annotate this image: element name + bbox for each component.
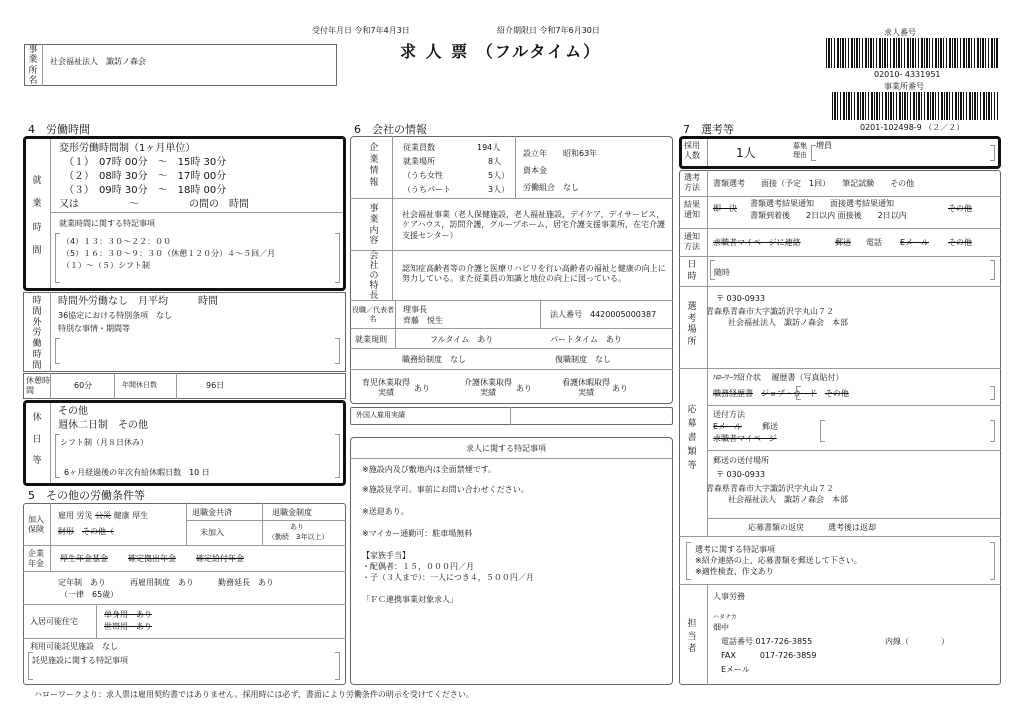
holiday-note: シフト制（月８日休み）	[60, 438, 148, 447]
mail-address: 青森県青森市大字諏訪沢字丸山７２	[706, 484, 834, 493]
selection-notes-label: 選考に関する特記事項	[695, 545, 775, 554]
representative-title: 理事長	[403, 305, 427, 314]
documents-required: ﾊﾛｰﾜｰｸ紹介状 履歴書（写真貼付）	[713, 373, 844, 382]
housing-single: 単身用 あり	[104, 610, 152, 619]
note-1: ※施設内及び敷地内は全面禁煙です。	[362, 465, 497, 474]
shift-2: （２） 08時 30分 ～ 17時 00分	[64, 171, 227, 182]
holidays-label: 休日等	[32, 413, 42, 467]
hours-special-2: （5）１６：３０～９：３０（休憩１２０分）４～５回／月	[62, 249, 276, 258]
retirement-system-label: 退職金制度	[272, 508, 312, 517]
insurance-other: その他（	[82, 527, 114, 536]
job-number: 02010- 4331951	[874, 70, 941, 79]
holiday-type: その他	[58, 406, 88, 417]
contact-name-kana: ハタナカ	[713, 614, 737, 621]
note-3: ※送迎あり。	[362, 507, 409, 516]
place-address-2: 社会福祉法人 諏訪ノ森会 本部	[728, 318, 848, 327]
nursing-leave-label: 看護休暇取得実績	[562, 378, 610, 397]
care-leave: あり	[516, 384, 532, 393]
hours-special-3: （１）～（５）シフト制	[62, 261, 150, 270]
selection-date: 随時	[714, 268, 730, 277]
documents-label: 応募書類等	[687, 405, 697, 471]
hiring-count-label: 採用人数	[684, 141, 700, 161]
notify-other: その他	[948, 238, 972, 247]
business-content: 社会福祉事業（老人保健施設，老人福祉施設，デイケア，デイサービス，ケアハウス，訪問介護，グループホーム，居宅介護支援事業所，在宅介護支援センター）	[402, 210, 665, 240]
employees: 194人	[477, 143, 501, 152]
paid-leave: 6ヶ月経過後の年次有給休暇日数 10 日	[64, 468, 210, 477]
section-5-title: 5 その他の労働条件等	[28, 489, 145, 502]
job-notes-title: 求人に関する特記事項	[466, 444, 546, 453]
job-number-barcode	[826, 38, 998, 68]
overtime-summary: 時間外労働なし 月平均 時間	[58, 296, 218, 307]
section-6-title: 6 会社の情報	[354, 123, 427, 136]
insurance-struck: 公災	[95, 511, 112, 520]
hiring-count: 1人	[736, 146, 756, 160]
fax-number: FAX 017-726-3859	[721, 651, 817, 660]
selection-method: 書類選考 面接（予定 1回） 筆記試験 その他	[713, 179, 915, 188]
office-name-label: 事業所名	[28, 45, 38, 87]
representative-label: 役職／代表者名	[352, 306, 394, 324]
part-label: （うちパート	[403, 185, 451, 194]
care-leave-label: 介護休業取得実績	[464, 378, 512, 397]
notify-mypage: 求職者マイページに連絡	[713, 238, 801, 247]
pension-kakutei-kyufu: 確定給付年金	[196, 554, 244, 563]
notify-mail: 郵送	[835, 238, 851, 247]
office-number: 0201-102498-9 （２／２）	[860, 123, 965, 132]
childcare-leave-label: 育児休業取得実績	[362, 378, 410, 397]
pension-kakutei-kyoshutsu: 確定拠出年金	[128, 554, 176, 563]
submission-method-label: 送付方法	[713, 410, 745, 419]
break-box	[23, 373, 346, 399]
insurance-list-2	[58, 527, 114, 537]
business-label: 事業内容	[369, 204, 379, 247]
job-number-label: 求人番号	[884, 28, 916, 37]
shift-or: 又は ～ の間の 時間	[59, 199, 249, 210]
childcare-note-label: 託児施設に関する特記事項	[32, 656, 128, 665]
document-return: 応募書類の返戻 選考後は返却	[748, 523, 876, 532]
housing-family: 世帯用 あり	[104, 622, 152, 631]
rules-fulltime: フルタイム あり	[430, 335, 494, 344]
company-info-label: 企業情報	[369, 143, 379, 189]
henkei-system: 変形労働時間制（1ヶ月単位）	[59, 143, 196, 154]
note-6: ・配偶者：１５，０００円／月	[362, 562, 474, 571]
hours-special-1: （4）１３：３０～２２：００	[62, 237, 172, 246]
features-label: 会社の特長	[369, 251, 379, 301]
capital: 資本金	[523, 166, 547, 175]
office-name: 社会福祉法人 諏訪ノ森会	[50, 57, 146, 66]
shift-1: （１） 07時 00分 ～ 15時 30分	[64, 157, 227, 168]
note-8: 「ＦＣ連携事業対象求人」	[362, 595, 458, 604]
break-time: 60分	[74, 381, 93, 390]
nursing-leave: あり	[612, 384, 628, 393]
childcare-leave: あり	[414, 384, 430, 393]
notify-phone: 電話	[866, 238, 882, 247]
contact-person-label: 担当者	[687, 619, 697, 655]
employees-label: 従業員数	[403, 143, 435, 152]
foreign-employment-label: 外国人雇用実績	[356, 411, 405, 419]
housing-label: 入居可能住宅	[30, 617, 78, 626]
workplace-label: 就業場所	[403, 157, 435, 166]
part-employees: 3人）	[488, 185, 510, 194]
place-address: 青森県青森市大字諏訪沢字丸山７２	[706, 307, 834, 316]
notify-email: Eメール	[900, 238, 929, 247]
mail-destination-label: 郵送の送付場所	[713, 456, 769, 465]
place-label: 選考場所	[687, 302, 697, 348]
insurance-label: 加入保険	[28, 515, 44, 535]
recruit-reason-label: 募集理由	[793, 142, 807, 160]
mail-zip: 〒 030-0933	[716, 470, 766, 479]
notify-method-label: 通知方法	[684, 232, 700, 252]
retirement-age: 定年制 あり 再雇用制度 あり 勤務延長 あり	[58, 578, 274, 587]
insurance-health: 健康 厚生	[111, 511, 149, 520]
received-date: 受付年月日 令和7年4月3日	[312, 26, 410, 35]
hours-special-label: 就業時間に関する特記事項	[59, 219, 155, 228]
company-features: 認知症高齢者等の介護と医療リハビリを行い高齢者の福祉と健康の向上に努力している。また従業員の知識と地位の向上に図っている。	[402, 264, 666, 284]
corporate-pension-label: 企業年金	[28, 549, 44, 569]
footer-note: ハローワークより：求人票は雇用契約書ではありません。採用時には必ず、書面により労働条件の明示を受けてください。	[34, 690, 474, 699]
annual-holidays-label: 年間休日数	[122, 381, 157, 389]
holiday-system: 週休二日制 その他	[58, 420, 148, 431]
selection-method-label: 選考方法	[684, 173, 700, 193]
selection-note-1: ※紹介連絡の上、応募書類を郵送して下さい。	[695, 556, 862, 565]
insurance-main: 雇用 労災	[58, 511, 96, 520]
place-zip: 〒 030-0933	[716, 294, 766, 303]
overtime-circumstances: 特別な事情・期間等	[58, 324, 130, 333]
retirement-age-note: （一律 65歳）	[60, 590, 119, 599]
contact-name: 畑中	[713, 623, 729, 632]
phone-number: 電話番号 017-726-3855	[721, 637, 813, 646]
overtime-label: 時間外労働時間	[32, 296, 42, 371]
working-hours-label: 就業時間	[32, 176, 42, 257]
insurance-zaikei: 財形	[58, 527, 74, 536]
childcare: 利用可能託児施設 なし	[30, 642, 118, 651]
representative-name: 齊藤 悦生	[403, 316, 443, 325]
note-2: ※施設見学可。事前にお問い合わせください。	[362, 485, 529, 494]
department: 人事労務	[713, 592, 745, 601]
submit-email: Eメール	[713, 422, 742, 431]
shift-3: （３） 09時 30分 ～ 18時 00分	[64, 185, 227, 196]
female-label: （うち女性	[403, 171, 443, 180]
section-7-title: 7 選考等	[683, 123, 734, 136]
break-label: 休憩時間	[26, 376, 50, 395]
note-5: 【家族手当】	[362, 551, 410, 560]
insurance-list-1	[58, 511, 148, 521]
section-4-title: 4 労働時間	[28, 123, 90, 136]
note-4: ※マイカー通勤可：駐車場無料	[362, 529, 473, 538]
result-timing: 書類到着後 2日以内 面接後 2日以内	[750, 211, 907, 220]
reinstatement: 復職制度 なし	[555, 355, 611, 364]
workplace-employees: 8人	[488, 157, 502, 166]
result-other: その他	[948, 204, 972, 213]
result-notice-label: 結果通知	[684, 200, 700, 220]
referral-deadline: 紹介期限日 令和7年6月30日	[497, 26, 600, 35]
doc-resume: 職務経歴書	[713, 389, 753, 398]
email-address: Eメール	[721, 665, 750, 674]
result-immediate: 即 決	[713, 204, 737, 213]
labor-union: 労働組合 なし	[523, 183, 579, 192]
office-number-barcode	[832, 92, 998, 120]
extension: 内線（ ）	[885, 637, 949, 646]
submit-mail: 郵送	[762, 422, 778, 431]
female-employees: 5人）	[488, 171, 510, 180]
rules-label: 就業規則	[355, 335, 387, 344]
rules-parttime: パートタイム あり	[550, 335, 622, 344]
mail-address-2: 社会福祉法人 諏訪ノ森会 本部	[728, 495, 848, 504]
hiring-count-box	[679, 136, 1001, 169]
pension-kosei: 厚生年金基金	[60, 554, 108, 563]
selection-note-2: ※適性検査、作文あり	[695, 567, 774, 576]
date-label: 日時	[687, 260, 697, 282]
doc-jobcard: ジョブ・カード	[761, 389, 817, 398]
office-number-label: 事業所番号	[884, 82, 924, 91]
retirement-system: あり	[290, 523, 304, 531]
retirement-system-note: （勤続 3年以上）	[268, 533, 329, 541]
established: 設立年 昭和63年	[523, 149, 598, 158]
retirement-mutual: 未加入	[200, 528, 224, 537]
note-7: ・子（３人まで）：一人につき４，５００円／月	[362, 573, 534, 582]
result-notice: 書類選考結果通知 面接選考結果通知	[750, 199, 894, 208]
doc-other: その他	[824, 389, 849, 398]
salary-system: 職務給制度 なし	[402, 355, 466, 364]
page-title: 求 人 票 （フルタイム）	[400, 42, 602, 61]
overtime-special-clause: 36協定における特別条項 なし	[58, 311, 173, 320]
corporate-number: 法人番号 4420005000387	[550, 310, 657, 319]
retirement-mutual-label: 退職金共済	[192, 508, 232, 517]
annual-holidays: 96日	[206, 381, 225, 390]
recruit-reason: 増員	[816, 141, 832, 150]
submit-mypage: 求職者マイページ	[713, 434, 777, 443]
